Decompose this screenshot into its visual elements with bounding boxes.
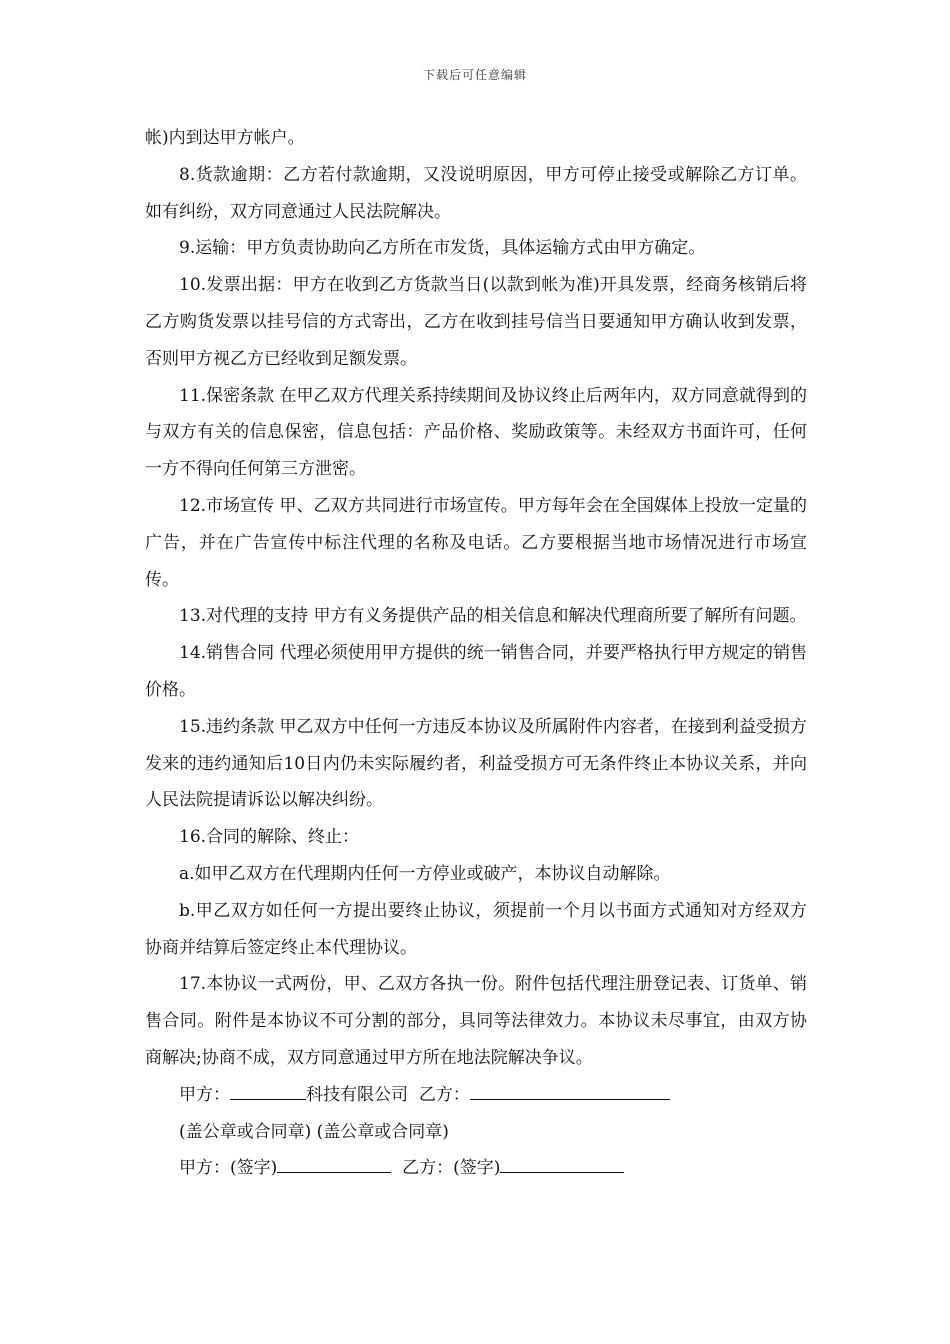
party-a-label: 甲方：: [179, 1084, 230, 1105]
sign-a-blank: [277, 1155, 391, 1173]
clause-16-termination: 16.合同的解除、终止：: [179, 827, 360, 848]
clause-11-confidentiality: 11.保密条款 在甲乙双方代理关系持续期间及协议终止后两年内，双方同意就得到的与双方有关的信息保密，信息包括：产品价格、奖励政策等。未经双方书面许可，任何一方不得向任何第三方泄密。: [145, 385, 807, 480]
clause-9-transport: 9.运输：甲方负责协助向乙方所在市发货，具体运输方式由甲方确定。: [179, 238, 706, 259]
seal-line: (盖公章或合同章) (盖公章或合同章): [179, 1121, 449, 1142]
signature-parties-line: [145, 1077, 807, 1114]
clause-14-sales-contract: 14.销售合同 代理必须使用甲方提供的统一销售合同，并要严格执行甲方规定的销售价格。: [145, 643, 807, 700]
party-b-label: 乙方：: [418, 1084, 470, 1105]
sign-a-label: 甲方：(签字): [179, 1158, 278, 1179]
sign-b-blank: [500, 1155, 624, 1173]
clause-8-payment-overdue: 8.货款逾期：乙方若付款逾期，又没说明原因，甲方可停止接受或解除乙方订单。如有纠纷，双方同意通过人民法院解决。: [145, 164, 807, 222]
sign-b-label: 乙方：(签字): [402, 1158, 501, 1179]
clause-13-support: 13.对代理的支持 甲方有义务提供产品的相关信息和解决代理商所要了解所有问题。: [179, 606, 807, 627]
clause-17-copies: 17.本协议一式两份，甲、乙双方各执一份。附件包括代理注册登记表、订货单、销售合同。附件是本协议不可分割的部分，具同等法律效力。本协议未尽事宜，由双方协商解决;协商不成，双方同意通过甲方所在地法院解决争议。: [145, 974, 807, 1068]
party-b-name-blank: [470, 1082, 670, 1100]
clause-16a: a.如甲乙双方在代理期内任何一方停业或破产，本协议自动解除。: [179, 863, 671, 884]
clause-10-invoice: 10.发票出据：甲方在收到乙方货款当日(以款到帐为准)开具发票，经商务核销后将乙方购货发票以挂号信的方式寄出，乙方在收到挂号信当日要通知甲方确认收到发票，否则甲方视乙方已经收到足额发票。: [145, 275, 807, 369]
contract-body: [145, 120, 807, 1187]
party-a-name-blank: [230, 1082, 306, 1100]
clause-16b: b.甲乙双方如任何一方提出要终止协议，须提前一个月以书面方式通知对方经双方协商并结算后签定终止本代理协议。: [145, 900, 807, 958]
paragraph-continuation: 帐)内到达甲方帐户。: [145, 128, 305, 148]
signature-sign-line: [145, 1150, 807, 1187]
page-header-note: 下载后可任意编辑: [422, 68, 527, 82]
party-a-company-suffix: 科技有限公司: [306, 1084, 408, 1105]
clause-12-marketing: 12.市场宣传 甲、乙双方共同进行市场宣传。甲方每年会在全国媒体上投放一定量的广告，并在广告宣传中标注代理的名称及电话。乙方要根据当地市场情况进行市场宣传。: [145, 495, 807, 590]
clause-15-breach: 15.违约条款 甲乙双方中任何一方违反本协议及所属附件内容者，在接到利益受损方发来的违约通知后10日内仍未实际履约者，利益受损方可无条件终止本协议关系，并向人民法院提请诉讼以解决纠纷。: [145, 716, 807, 811]
